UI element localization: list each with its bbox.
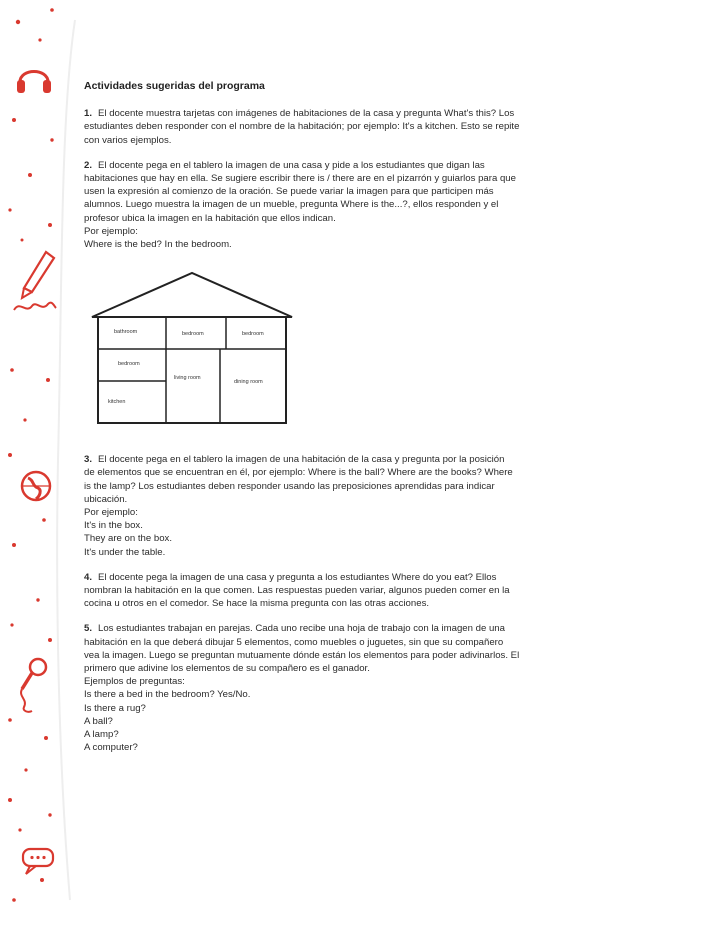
house-diagram (84, 271, 324, 431)
activity-number: 3. (84, 454, 93, 466)
activity-5: 5. Los estudiantes trabajan en parejas. Cada uno recibe una hoja de trabajo con la imagen de una habitación en la que deberá dibujar 5 elementos, como muebles o juguetes, sin que su compañero vea la imagen. Luego se preguntan mutuamente dónde están los elementos para poder adivinarlos. El primero que adivine los elementos de su compañero es el ganador. Ejemplos de preguntas: Is there a bed in the bedroom? Yes/No. Is there a rug? A ball? A lamp? A computer? (84, 623, 520, 754)
globe-icon (16, 466, 56, 506)
room-label: living room (174, 375, 201, 382)
room-label: bedroom (182, 331, 204, 338)
room-label: bathroom (114, 329, 138, 336)
pencil-icon (10, 248, 58, 318)
speech-bubble-icon (20, 846, 60, 876)
margin-decoration (0, 0, 80, 930)
activity-number: 4. (84, 571, 93, 583)
headphones-icon (14, 60, 54, 96)
activity-2: 2. El docente pega en el tablero la imagen de una casa y pide a los estudiantes que digan las habitaciones que hay en ella. Se sugiere escribir there is / there are en el pizarrón y guiarlos para que usen la expresión al comienzo de la oración. Se puede variar la imagen para que participen más alumnos. Luego muestra la imagen de un mueble, pregunta Where is the...?, ellos responden y el profesor ubica la imagen en la habitación que ellos indican. Por ejemplo: Where is the bed? In the bedroom. (84, 159, 516, 251)
document-title: Actividades sugeridas del programa (84, 80, 265, 92)
room-label: bedroom (242, 331, 264, 338)
room-label: kitchen (108, 399, 126, 406)
microphone-icon (14, 655, 54, 715)
activity-3: 3. El docente pega en el tablero la imagen de una habitación de la casa y pregunta por la posición de elementos que se encuentran en él, por ejemplo: Where is the ball? Where are the books? Where is the lamp? Los estudiantes deben responder usando las preposiciones aprendidas para indicar ubicación. Por ejemplo: It's in the box. They are on the box. It's under the table. (84, 454, 513, 558)
activity-number: 5. (84, 623, 93, 635)
activity-number: 1. (84, 108, 93, 120)
room-label: bedroom (118, 361, 140, 368)
activity-1: 1. El docente muestra tarjetas con imágenes de habitaciones de la casa y pregunta What's this? Los estudiantes deben responder con el nombre de la habitación; por ejemplo: It's a kitchen. Esto se repite con varios ejemplos. (84, 108, 520, 146)
document-page (84, 80, 644, 767)
activity-4: 4. El docente pega la imagen de una casa y pregunta a los estudiantes Where do you eat? Ellos nombran la habitación en la que comen. Las respuestas pueden variar, algunos pueden comer en la cocina u otros en el comedor. Se hace la misma pregunta con las otras acciones. (84, 571, 510, 610)
activity-number: 2. (84, 159, 93, 171)
room-label: dining room (234, 379, 263, 386)
